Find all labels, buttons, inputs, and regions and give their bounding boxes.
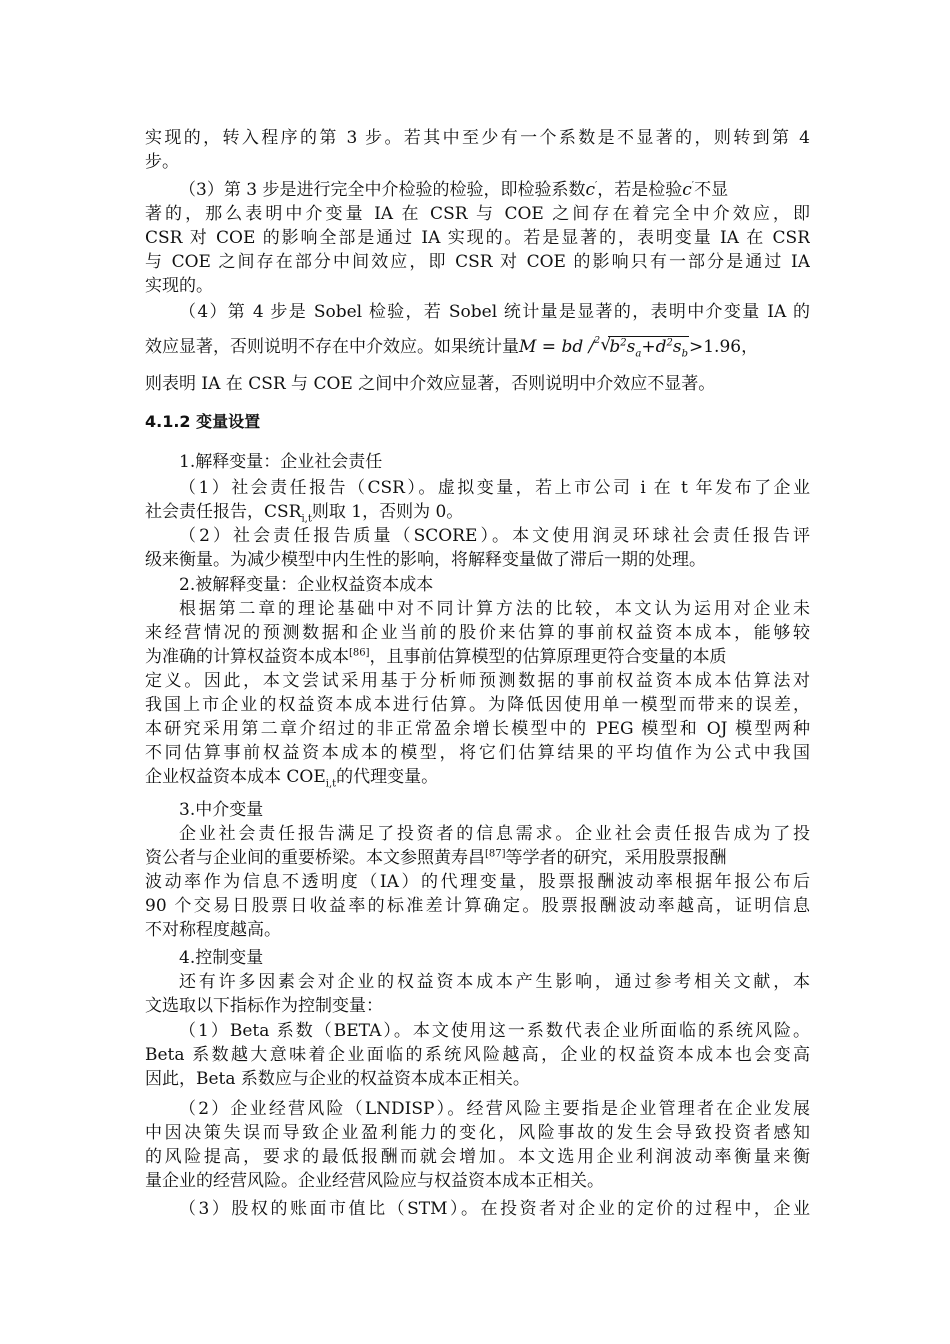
paragraph-line: 级来衡量。为减少模型中内生性的影响，将解释变量做了滞后一期的处理。 — [145, 550, 706, 570]
coefficient-c: c — [585, 180, 595, 200]
paragraph-line: 因此，Beta 系数应与企业的权益资本成本正相关。 — [145, 1069, 530, 1089]
paragraph-line: CSR 对 COE 的影响全部是通过 IA 实现的。若是显著的，表明变量 IA 在 CSR — [145, 228, 810, 248]
paragraph-line: 中因决策失误而导致企业盈利能力的变化，风险事故的发生会导致投资者感知 — [145, 1123, 810, 1143]
paragraph-line: Beta 系数越大意味着企业面临的系统风险越高，企业的权益资本成本也会变高 — [145, 1045, 810, 1065]
paragraph-line: 来经营情况的预测数据和企业当前的股价来估算的事前权益资本成本，能够较 — [145, 623, 810, 643]
subheading: 2.被解释变量：企业权益资本成本 — [179, 575, 434, 595]
paragraph-line: 我国上市企业的权益资本成本进行估算。为降低因使用单一模型而带来的误差， — [145, 695, 810, 715]
subheading: 3.中介变量 — [179, 800, 264, 820]
paragraph-line: （3）第 3 步是进行完全中介检验的检验，即检验系数c′，若是检验c′不显 — [179, 180, 729, 200]
paragraph-line: 效应显著，否则说明不存在中介效应。如果统计量M = bd / 2 √ $b^2s_a+d^2s_b>1.96$， — [145, 335, 759, 359]
subheading: 4.控制变量 — [179, 948, 264, 968]
paragraph-line: 则表明 IA 在 CSR 与 COE 之间中介效应显著，否则说明中介效应不显著。 — [145, 374, 716, 394]
paragraph-line: （1）社会责任报告（CSR）。虚拟变量，若上市公司 i 在 t 年发布了企业 — [179, 478, 810, 498]
paragraph-line: 与 COE 之间存在部分中间效应，即 CSR 对 COE 的影响只有一部分是通过 IA — [145, 252, 810, 272]
section-heading: 4.1.2 变量设置 — [145, 412, 261, 431]
paragraph-line: 实现的，转入程序的第 3 步。若其中至少有一个系数是不显著的，则转到第 4 — [145, 128, 810, 148]
paragraph-line: 步。 — [145, 152, 179, 172]
paragraph-line: 著的，那么表明中介变量 IA 在 CSR 与 COE 之间存在着完全中介效应，即 — [145, 204, 810, 224]
coefficient-c: c — [682, 180, 692, 200]
citation: [86] — [349, 647, 370, 659]
paragraph-line: 资公者与企业间的重要桥梁。本文参照黄寿昌[87]等学者的研究，采用股票报酬 — [145, 848, 727, 868]
paragraph-line: 的风险提高，要求的最低报酬而就会增加。本文选用企业利润波动率衡量来衡 — [145, 1147, 810, 1167]
paragraph-line: 不同估算事前权益资本成本的模型，将它们估算结果的平均值作为公式中我国 — [145, 743, 810, 763]
paragraph-line: （3）股权的账面市值比（STM）。在投资者对企业的定价的过程中，企业 — [179, 1199, 810, 1219]
paragraph-line: （2）社会责任报告质量（SCORE）。本文使用润灵环球社会责任报告评 — [179, 526, 810, 546]
subheading: 1.解释变量：企业社会责任 — [179, 452, 383, 472]
paragraph-line: （2）企业经营风险（LNDISP）。经营风险主要指是企业管理者在企业发展 — [179, 1099, 810, 1119]
paragraph-line: 还有许多因素会对企业的权益资本成本产生影响，通过参考相关文献，本 — [179, 972, 810, 992]
paragraph-line: （1）Beta 系数（BETA）。本文使用这一系数代表企业所面临的系统风险。 — [179, 1021, 810, 1041]
citation: [87] — [485, 848, 506, 860]
paragraph-line: 根据第二章的理论基础中对不同计算方法的比较，本文认为运用对企业未 — [179, 599, 810, 619]
paragraph-line: 社会责任报告，$CSR_{i,t}$则取 1，否则为 0。 — [145, 502, 464, 524]
paragraph-line: 实现的。 — [145, 276, 213, 296]
paragraph-line: （4）第 4 步是 Sobel 检验，若 Sobel 统计量是显著的，表明中介变量 IA 的 — [179, 302, 810, 322]
paragraph-line: 定义。因此，本文尝试采用基于分析师预测数据的事前权益资本成本估算法对 — [145, 671, 810, 691]
paragraph-line: 文选取以下指标作为控制变量： — [145, 996, 383, 1016]
paragraph-line: 本研究采用第二章介绍过的非正常盈余增长模型中的 PEG 模型和 OJ 模型两种 — [145, 719, 810, 739]
paragraph-line: 波动率作为信息不透明度（IA）的代理变量，股票报酬波动率根据年报公布后 — [145, 872, 810, 892]
paragraph-line: 不对称程度越高。 — [145, 920, 281, 940]
paragraph-line: 90 个交易日股票日收益率的标准差计算确定。股票报酬波动率越高，证明信息 — [145, 896, 810, 916]
paragraph-line: 为准确的计算权益资本成本[86]，且事前估算模型的估算原理更符合变量的本质 — [145, 647, 727, 667]
paragraph-line: 企业社会责任报告满足了投资者的信息需求。企业社会责任报告成为了投 — [179, 824, 810, 844]
sobel-formula: M = bd / 2 √ $b^2s_a+d^2s_b>1.96$ — [519, 335, 742, 359]
paragraph-line: 企业权益资本成本 $COE_{i,t}$的代理变量。 — [145, 767, 439, 789]
paragraph-line: 量企业的经营风险。企业经营风险应与权益资本成本正相关。 — [145, 1171, 604, 1191]
